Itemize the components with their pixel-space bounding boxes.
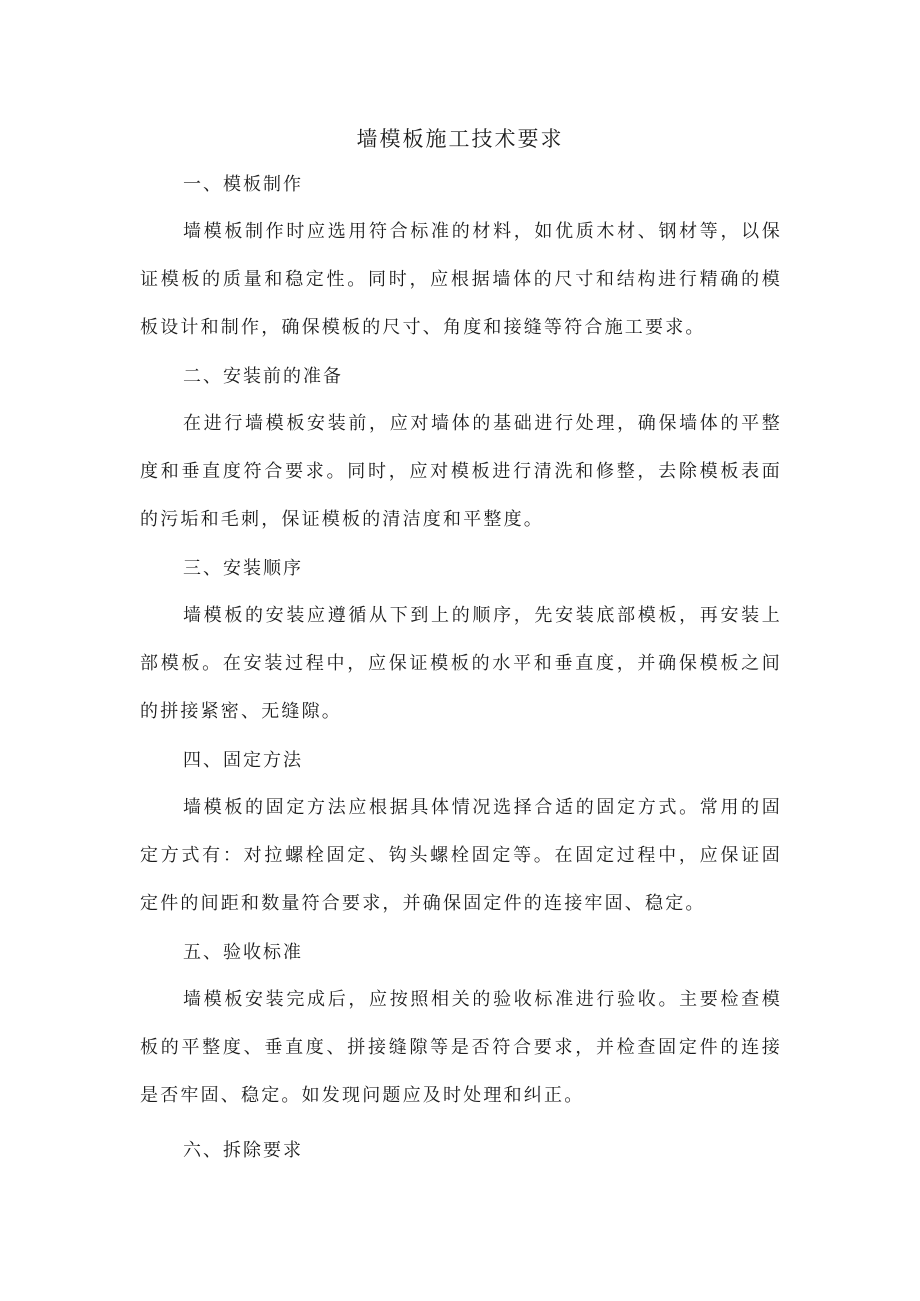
section-body-5: 墙模板安装完成后，应按照相关的验收标准进行验收。主要检查模板的平整度、垂直度、拼接缝隙等是否符合要求，并检查固定件的连接是否牢固、稳定。如发现问题应及时处理和纠正。 (140, 989, 782, 1106)
section-body-2: 在进行墙模板安装前，应对墙体的基础进行处理，确保墙体的平整度和垂直度符合要求。同时，应对模板进行清洗和修整，去除模板表面的污垢和毛刺，保证模板的清洁度和平整度。 (140, 413, 782, 530)
section-body-1: 墙模板制作时应选用符合标准的材料，如优质木材、钢材等，以保证模板的质量和稳定性。同时，应根据墙体的尺寸和结构进行精确的模板设计和制作，确保模板的尺寸、角度和接缝等符合施工要求。 (140, 221, 782, 338)
section-body-3: 墙模板的安装应遵循从下到上的顺序，先安装底部模板，再安装上部模板。在安装过程中，应保证模板的水平和垂直度，并确保模板之间的拼接紧密、无缝隙。 (140, 605, 782, 722)
document-title: 墙模板施工技术要求 (356, 127, 564, 151)
section-heading-2: 二、安装前的准备 (183, 366, 343, 387)
section-heading-1: 一、模板制作 (183, 174, 303, 195)
section-body-4: 墙模板的固定方法应根据具体情况选择合适的固定方式。常用的固定方式有：对拉螺栓固定、钩头螺栓固定等。在固定过程中，应保证固定件的间距和数量符合要求，并确保固定件的连接牢固、稳定。 (140, 797, 782, 914)
section-heading-6: 六、拆除要求 (183, 1140, 303, 1161)
section-heading-4: 四、固定方法 (183, 750, 303, 771)
section-heading-3: 三、安装顺序 (183, 558, 303, 579)
section-heading-5: 五、验收标准 (183, 942, 303, 963)
